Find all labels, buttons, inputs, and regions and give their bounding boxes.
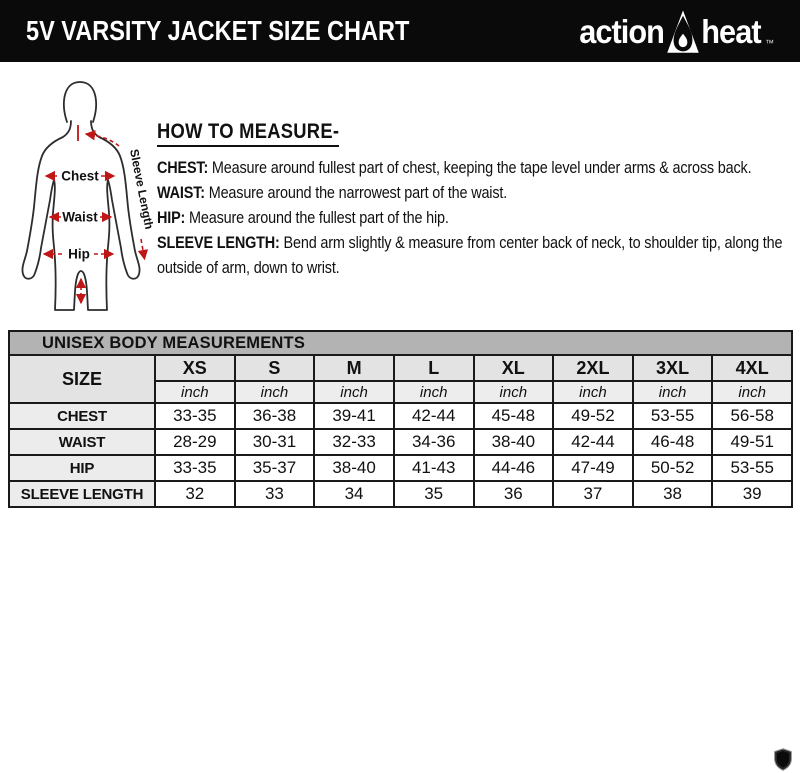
measurement-cell: 30-31 (235, 429, 315, 455)
row-label: HIP (9, 455, 155, 481)
how-to-measure-heading: HOW TO MEASURE- (157, 120, 339, 147)
measurement-cell: 36 (474, 481, 554, 507)
unit-cell: inch (553, 381, 633, 403)
unit-cell: inch (633, 381, 713, 403)
size-col-xs: XS (155, 355, 235, 381)
unit-cell: inch (314, 381, 394, 403)
measurement-cell: 53-55 (712, 455, 792, 481)
size-table (8, 330, 793, 508)
trademark-symbol: ™ (765, 37, 774, 48)
table-row-hip (9, 455, 792, 481)
figure-head (64, 82, 96, 122)
measurement-cell: 28-29 (155, 429, 235, 455)
chest-label: Chest (61, 168, 99, 184)
measurement-cell: 42-44 (394, 403, 474, 429)
measurement-cell: 33-35 (155, 455, 235, 481)
sleeve-length-label: Sleeve Length (127, 147, 157, 231)
measurement-cell: 53-55 (633, 403, 713, 429)
how-to-measure-section (157, 120, 798, 281)
measurement-cell: 42-44 (553, 429, 633, 455)
measurement-cell: 50-52 (633, 455, 713, 481)
brand-word-action: action (579, 12, 664, 50)
size-col-l: L (394, 355, 474, 381)
measurement-cell: 49-52 (553, 403, 633, 429)
size-col-s: S (235, 355, 315, 381)
unit-cell: inch (474, 381, 554, 403)
unit-cell: inch (235, 381, 315, 403)
measurement-cell: 39 (712, 481, 792, 507)
size-col-xl: XL (474, 355, 554, 381)
table-row-chest (9, 403, 792, 429)
measurement-cell: 38 (633, 481, 713, 507)
measure-instruction-chest (157, 156, 798, 181)
measurement-cell: 33 (235, 481, 315, 507)
measurement-cell: 33-35 (155, 403, 235, 429)
measurement-cell: 38-40 (314, 455, 394, 481)
measurement-cell: 36-38 (235, 403, 315, 429)
instruction-label: HIP: (157, 209, 186, 227)
size-col-3xl: 3XL (633, 355, 713, 381)
instruction-label: WAIST: (157, 184, 205, 202)
measurement-cell: 39-41 (314, 403, 394, 429)
waist-label: Waist (62, 209, 98, 225)
unit-cell: inch (712, 381, 792, 403)
measurement-cell: 44-46 (474, 455, 554, 481)
header-bar (0, 0, 800, 62)
instruction-text: Bend arm slightly & measure from center back of neck, to shoulder tip, along the outside of arm, down to wrist. (157, 234, 783, 277)
instruction-text: Measure around fullest part of chest, keeping the tape level under arms & across back. (211, 159, 752, 177)
size-col-4xl: 4XL (712, 355, 792, 381)
shield-icon[interactable] (773, 748, 793, 771)
table-row-waist (9, 429, 792, 455)
measurement-cell: 46-48 (633, 429, 713, 455)
measurement-cell: 35-37 (235, 455, 315, 481)
row-label: WAIST (9, 429, 155, 455)
unit-cell: inch (155, 381, 235, 403)
instruction-label: SLEEVE LENGTH: (157, 234, 280, 252)
unit-cell: inch (394, 381, 474, 403)
measurement-cell: 47-49 (553, 455, 633, 481)
table-title-row (9, 331, 792, 355)
measurement-cell: 32-33 (314, 429, 394, 455)
measurement-cell: 35 (394, 481, 474, 507)
measurement-cell: 34 (314, 481, 394, 507)
size-col-m: M (314, 355, 394, 381)
row-label: CHEST (9, 403, 155, 429)
size-corner-cell: SIZE (9, 355, 155, 403)
size-header-row (9, 355, 792, 381)
measurement-cell: 37 (553, 481, 633, 507)
table-row-sleeve-length (9, 481, 792, 507)
measurement-cell: 38-40 (474, 429, 554, 455)
measurement-cell: 32 (155, 481, 235, 507)
body-measurement-diagram (8, 76, 163, 312)
measurement-cell: 49-51 (712, 429, 792, 455)
brand-logo (576, 9, 774, 54)
size-col-2xl: 2XL (553, 355, 633, 381)
measurement-cell: 56-58 (712, 403, 792, 429)
measure-instruction-waist (157, 181, 798, 206)
sleeve-arrow (141, 239, 145, 259)
shoulder-arrow (86, 134, 119, 146)
brand-word-heat: heat (701, 12, 761, 50)
flame-icon (665, 9, 701, 55)
row-label: SLEEVE LENGTH (9, 481, 155, 507)
measure-instruction-sleeve (157, 231, 798, 281)
measurement-cell: 34-36 (394, 429, 474, 455)
instruction-label: CHEST: (157, 159, 209, 177)
hip-label: Hip (68, 246, 90, 262)
instruction-text: Measure around the fullest part of the hip. (189, 209, 449, 227)
measurement-cell: 45-48 (474, 403, 554, 429)
measure-instruction-hip (157, 206, 798, 231)
instruction-text: Measure around the narrowest part of the waist. (208, 184, 508, 202)
table-title: UNISEX BODY MEASUREMENTS (9, 331, 792, 355)
page-title: 5V VARSITY JACKET SIZE CHART (26, 15, 410, 46)
measurement-cell: 41-43 (394, 455, 474, 481)
